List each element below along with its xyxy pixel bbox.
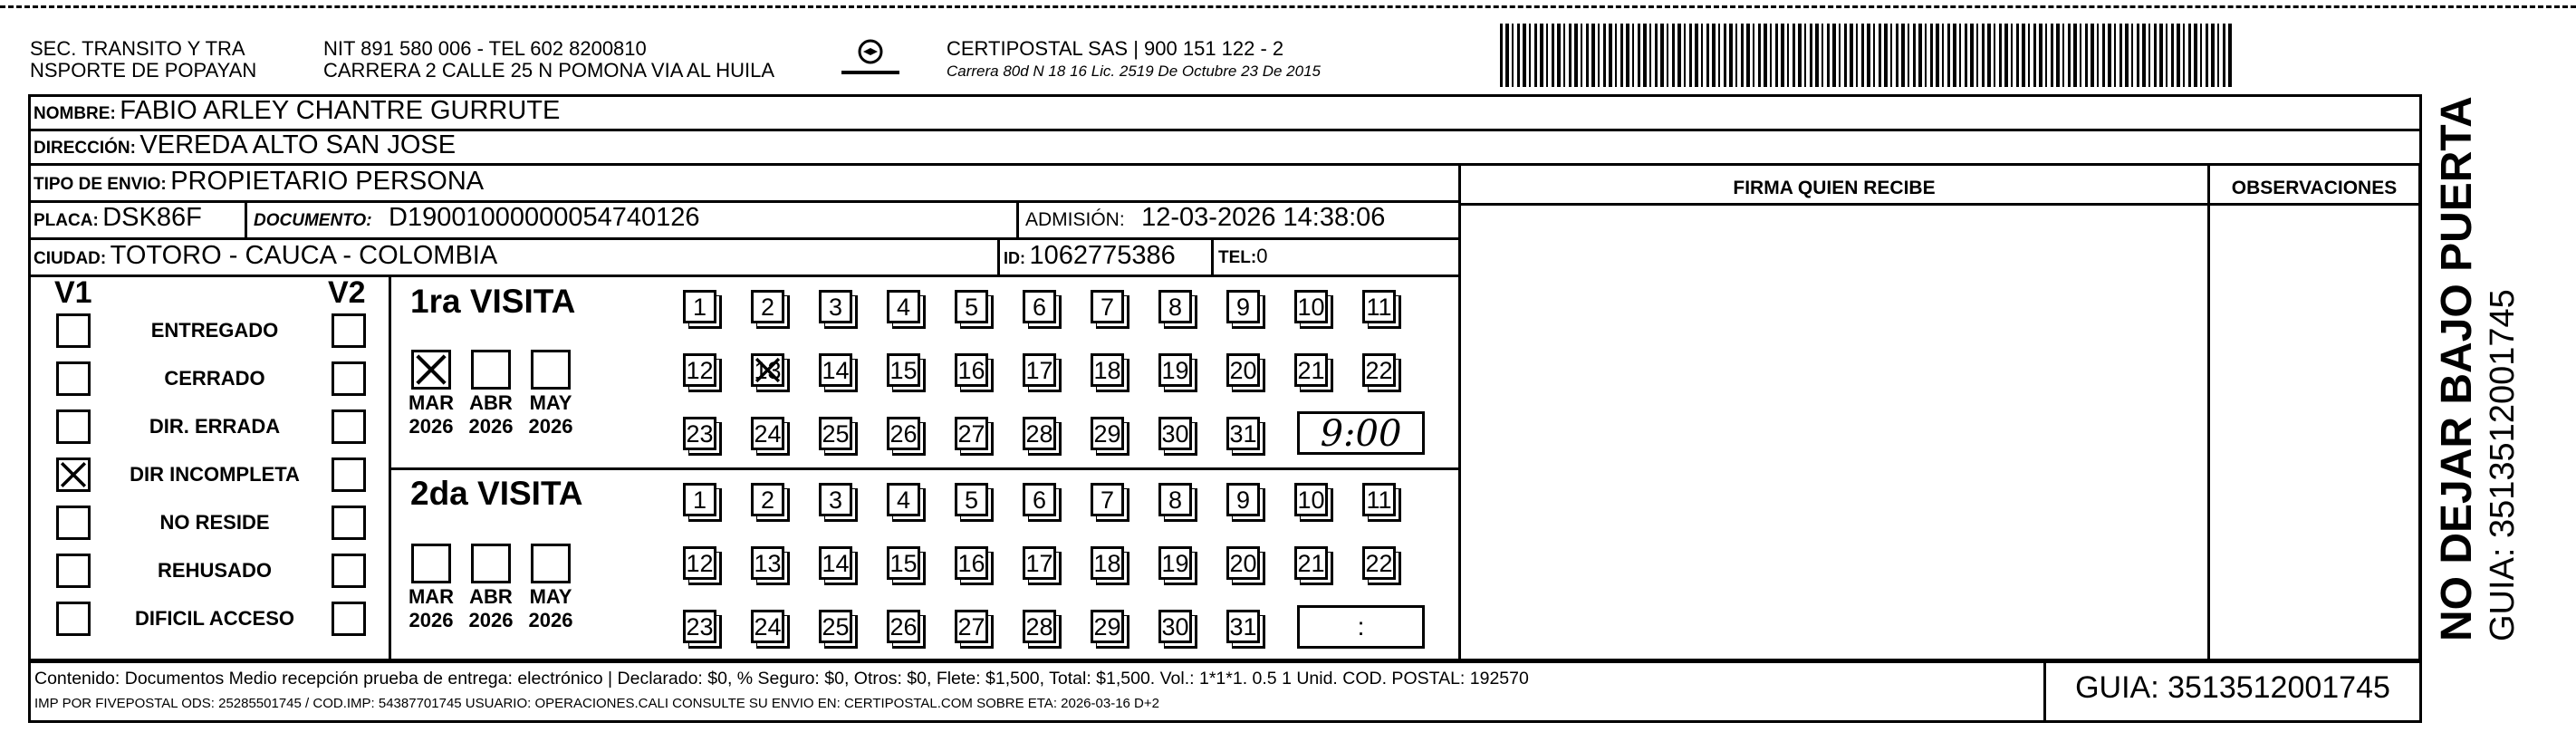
month-label: [464, 391, 518, 438]
id-field: [1004, 241, 1176, 271]
day-box[interactable]: [683, 483, 716, 516]
v1-checkbox[interactable]: [56, 602, 91, 636]
day-number: 8: [1168, 294, 1183, 321]
month-name: MAY: [529, 585, 572, 608]
day-box[interactable]: [1091, 353, 1124, 387]
month-label: [524, 585, 578, 632]
nombre-field: [34, 96, 560, 126]
day-number: 27: [957, 613, 985, 640]
v2-header: V2: [328, 275, 366, 310]
v2-checkbox[interactable]: [332, 602, 366, 636]
courier-logo: [838, 38, 903, 85]
visit2-time-box[interactable]: [1297, 605, 1425, 649]
observaciones-header: OBSERVACIONES: [2231, 178, 2398, 198]
month-name: ABR: [469, 585, 513, 608]
day-box[interactable]: [1091, 546, 1124, 580]
day-number: 3: [828, 486, 843, 514]
footer-imp: IMP POR FIVEPOSTAL ODS: 25285501745 / COD.IMP: 54387701745 USUARIO: OPERACIONES.CALI CONSULTE SU ENVIO EN: CERTIPOSTAL.COM SOBRE ETA: 2026-03-16 D+2: [34, 696, 1159, 711]
day-number: 22: [1365, 550, 1393, 577]
day-box[interactable]: [955, 546, 988, 580]
admision-field: [1025, 203, 1385, 233]
day-number: 18: [1093, 550, 1121, 577]
sender-contact: [323, 38, 774, 82]
nombre-value: FABIO ARLEY CHANTRE GURRUTE: [120, 96, 561, 125]
courier-name: CERTIPOSTAL SAS | 900 151 122 - 2: [947, 37, 1284, 60]
reason-label: REHUSADO: [158, 559, 272, 582]
v1-checkbox[interactable]: [56, 458, 91, 492]
reason-label: DIR INCOMPLETA: [130, 463, 300, 486]
side-guia: GUIA: 3513512001745: [2484, 289, 2522, 641]
day-number: 22: [1365, 357, 1393, 384]
day-number: 21: [1297, 357, 1325, 384]
day-box[interactable]: [683, 290, 716, 323]
footer-contenido: Contenido: Documentos Medio recepción prueba de entrega: electrónico | Declarado: $0, % Seguro: $0, Otros: $0, Flete: $1,500, Total: $1,500. Vol.: 1*1*1. 0.5 1 Unid. COD. POSTAL: 192570: [34, 669, 1529, 689]
month-year: 2026: [528, 609, 573, 631]
tipo-value: PROPIETARIO PERSONA: [170, 167, 485, 196]
day-box[interactable]: [955, 417, 988, 450]
day-number: 31: [1229, 420, 1257, 448]
day-box[interactable]: [1158, 417, 1192, 450]
month-box[interactable]: [471, 544, 511, 583]
day-number: 17: [1025, 550, 1053, 577]
day-box[interactable]: [1158, 546, 1192, 580]
admision-value: 12-03-2026 14:38:06: [1141, 203, 1386, 232]
day-box[interactable]: [683, 610, 716, 643]
v1-checkbox[interactable]: [56, 361, 91, 396]
day-box[interactable]: [1226, 483, 1260, 516]
day-number: 2: [760, 294, 775, 321]
month-label: [524, 391, 578, 438]
day-box[interactable]: [819, 417, 852, 450]
day-box[interactable]: [1091, 610, 1124, 643]
tipo-field: [34, 167, 484, 197]
day-number: 21: [1297, 550, 1325, 577]
observaciones-area[interactable]: [2210, 206, 2418, 660]
day-number: 6: [1032, 294, 1047, 321]
v2-checkbox[interactable]: [332, 313, 366, 348]
day-number: 18: [1093, 357, 1121, 384]
month-name: MAR: [408, 391, 455, 414]
day-box[interactable]: [751, 610, 784, 643]
month-year: 2026: [409, 609, 454, 631]
month-label: [404, 391, 458, 438]
month-box[interactable]: [411, 350, 451, 390]
nombre-label: NOMBRE:: [34, 104, 116, 123]
day-number: 30: [1161, 613, 1189, 640]
day-number: 5: [964, 486, 979, 514]
day-box[interactable]: [887, 483, 920, 516]
placa-field: [34, 203, 202, 233]
footer-guia: GUIA: 3513512001745: [2075, 670, 2390, 705]
day-box[interactable]: [1023, 483, 1056, 516]
day-number: 13: [754, 357, 782, 384]
day-number: 31: [1229, 613, 1257, 640]
v2-checkbox[interactable]: [332, 409, 366, 444]
direccion-value: VEREDA ALTO SAN JOSE: [139, 130, 457, 159]
courier-info: [947, 38, 1321, 83]
day-number: 14: [822, 550, 850, 577]
documento-label: DOCUMENTO:: [254, 211, 372, 230]
sender-nit: NIT 891 580 006 - TEL 602 8200810: [323, 37, 647, 60]
visit1-title: 1ra VISITA: [410, 283, 576, 320]
day-number: 20: [1229, 357, 1257, 384]
day-box[interactable]: [887, 417, 920, 450]
day-number: 4: [896, 294, 911, 321]
day-box[interactable]: [1226, 290, 1260, 323]
day-box[interactable]: [1294, 353, 1328, 387]
day-number: 1: [692, 294, 707, 321]
day-box[interactable]: [887, 546, 920, 580]
day-number: 8: [1168, 486, 1183, 514]
day-number: 29: [1093, 420, 1121, 448]
documento-value: D19001000000054740126: [389, 203, 700, 232]
v2-checkbox[interactable]: [332, 458, 366, 492]
day-number: 17: [1025, 357, 1053, 384]
day-number: 7: [1100, 486, 1115, 514]
day-box[interactable]: [683, 417, 716, 450]
visit2-time: :: [1357, 612, 1365, 640]
firma-header: FIRMA QUIEN RECIBE: [1733, 178, 1936, 198]
tel-value: 0: [1256, 245, 1268, 267]
day-number: 28: [1025, 420, 1053, 448]
day-box[interactable]: [1226, 546, 1260, 580]
day-number: 25: [822, 613, 850, 640]
day-number: 4: [896, 486, 911, 514]
v2-checkbox[interactable]: [332, 361, 366, 396]
day-box[interactable]: [819, 483, 852, 516]
day-box[interactable]: [751, 483, 784, 516]
day-box[interactable]: [1158, 290, 1192, 323]
day-number: 15: [889, 357, 918, 384]
admision-label: ADMISIÓN:: [1025, 209, 1125, 230]
month-year: 2026: [468, 609, 514, 631]
day-number: 2: [760, 486, 775, 514]
day-box[interactable]: [751, 353, 784, 387]
day-number: 25: [822, 420, 850, 448]
day-box[interactable]: [1158, 610, 1192, 643]
month-box[interactable]: [531, 350, 571, 390]
day-number: 12: [686, 357, 714, 384]
day-box[interactable]: [1023, 417, 1056, 450]
day-box[interactable]: [1158, 483, 1192, 516]
day-box[interactable]: [1226, 353, 1260, 387]
month-name: MAR: [408, 585, 455, 608]
tel-label: TEL:: [1218, 248, 1257, 267]
month-label: [404, 585, 458, 632]
day-number: 14: [822, 357, 850, 384]
day-box[interactable]: [955, 353, 988, 387]
reason-label: ENTREGADO: [150, 319, 279, 342]
day-number: 7: [1100, 294, 1115, 321]
day-number: 30: [1161, 420, 1189, 448]
day-box[interactable]: [955, 483, 988, 516]
v2-checkbox[interactable]: [332, 506, 366, 540]
day-number: 1: [692, 486, 707, 514]
day-box[interactable]: [1023, 290, 1056, 323]
day-box[interactable]: [1091, 290, 1124, 323]
tel-field: [1218, 245, 1267, 268]
month-year: 2026: [468, 415, 514, 438]
day-number: 19: [1161, 550, 1189, 577]
firma-area[interactable]: [1461, 206, 2207, 660]
visit1-time-box[interactable]: [1297, 411, 1425, 455]
day-box[interactable]: [887, 610, 920, 643]
sender-address: CARRERA 2 CALLE 25 N POMONA VIA AL HUILA: [323, 59, 775, 82]
day-number: 19: [1161, 357, 1189, 384]
day-box[interactable]: [1294, 290, 1328, 323]
visit1-time: 9:00: [1320, 413, 1402, 455]
reason-label: CERRADO: [164, 367, 265, 390]
direccion-label: DIRECCIÓN:: [34, 139, 136, 158]
day-number: 23: [686, 613, 714, 640]
month-box[interactable]: [471, 350, 511, 390]
day-number: 11: [1366, 486, 1392, 514]
day-box[interactable]: [819, 290, 852, 323]
day-box[interactable]: [819, 353, 852, 387]
day-number: 24: [754, 613, 782, 640]
day-number: 13: [754, 550, 782, 577]
day-box[interactable]: [1294, 483, 1328, 516]
day-box[interactable]: [683, 546, 716, 580]
v1-header: V1: [54, 275, 92, 310]
tipo-label: TIPO DE ENVIO:: [34, 175, 167, 194]
day-number: 5: [964, 294, 979, 321]
day-box[interactable]: [1158, 353, 1192, 387]
day-box[interactable]: [1362, 353, 1396, 387]
ciudad-field: [34, 241, 497, 271]
day-number: 27: [957, 420, 985, 448]
id-value: 1062775386: [1029, 241, 1176, 270]
ciudad-value: TOTORO - CAUCA - COLOMBIA: [110, 241, 498, 270]
day-box[interactable]: [1023, 546, 1056, 580]
day-number: 3: [828, 294, 843, 321]
day-number: 24: [754, 420, 782, 448]
sender-name: SEC. TRANSITO Y TRA NSPORTE DE POPAYAN: [30, 37, 257, 82]
day-box[interactable]: [1226, 417, 1260, 450]
day-number: 16: [957, 550, 985, 577]
day-number: 6: [1032, 486, 1047, 514]
month-box[interactable]: [531, 544, 571, 583]
day-number: 11: [1366, 294, 1392, 321]
day-box[interactable]: [1091, 417, 1124, 450]
day-box[interactable]: [887, 353, 920, 387]
day-box[interactable]: [1362, 546, 1396, 580]
day-number: 26: [889, 420, 918, 448]
day-box[interactable]: [1226, 610, 1260, 643]
day-box[interactable]: [751, 417, 784, 450]
day-box[interactable]: [819, 610, 852, 643]
day-box[interactable]: [955, 290, 988, 323]
day-box[interactable]: [1362, 290, 1396, 323]
placa-label: PLACA:: [34, 211, 99, 230]
day-box[interactable]: [1023, 610, 1056, 643]
v1-checkbox[interactable]: [56, 506, 91, 540]
day-box[interactable]: [751, 290, 784, 323]
v1-checkbox[interactable]: [56, 409, 91, 444]
visit2-title: 2da VISITA: [410, 475, 583, 512]
side-warning: NO DEJAR BAJO PUERTA: [2433, 96, 2481, 641]
month-year: 2026: [528, 415, 573, 438]
reason-label: NO RESIDE: [159, 511, 270, 534]
v1-checkbox[interactable]: [56, 313, 91, 348]
month-name: MAY: [529, 391, 572, 414]
month-box[interactable]: [411, 544, 451, 583]
day-number: 10: [1297, 486, 1325, 514]
courier-license: Carrera 80d N 18 16 Lic. 2519 De Octubre 23 De 2015: [947, 63, 1321, 80]
day-number: 9: [1235, 486, 1251, 514]
day-box[interactable]: [1362, 483, 1396, 516]
id-label: ID:: [1004, 249, 1025, 267]
side-text: [2433, 98, 2560, 641]
month-label: [464, 585, 518, 632]
month-year: 2026: [409, 415, 454, 438]
cut-line-top: [0, 5, 2576, 8]
day-number: 26: [889, 613, 918, 640]
day-box[interactable]: [1294, 546, 1328, 580]
barcode: [1500, 24, 2234, 87]
day-number: 15: [889, 550, 918, 577]
day-box[interactable]: [1091, 483, 1124, 516]
month-name: ABR: [469, 391, 513, 414]
reason-label: DIR. ERRADA: [149, 415, 281, 438]
day-box[interactable]: [1023, 353, 1056, 387]
v2-checkbox[interactable]: [332, 554, 366, 588]
day-box[interactable]: [955, 610, 988, 643]
day-number: 10: [1297, 294, 1325, 321]
reason-label: DIFICIL ACCESO: [134, 607, 294, 630]
day-box[interactable]: [887, 290, 920, 323]
v1-checkbox[interactable]: [56, 554, 91, 588]
day-number: 29: [1093, 613, 1121, 640]
documento-field: [254, 203, 700, 233]
day-number: 20: [1229, 550, 1257, 577]
day-number: 23: [686, 420, 714, 448]
day-number: 9: [1235, 294, 1251, 321]
day-number: 12: [686, 550, 714, 577]
day-box[interactable]: [751, 546, 784, 580]
ciudad-label: CIUDAD:: [34, 249, 107, 268]
day-box[interactable]: [683, 353, 716, 387]
day-box[interactable]: [819, 546, 852, 580]
direccion-field: [34, 130, 456, 160]
placa-value: DSK86F: [102, 203, 202, 232]
day-number: 16: [957, 357, 985, 384]
day-number: 28: [1025, 613, 1053, 640]
